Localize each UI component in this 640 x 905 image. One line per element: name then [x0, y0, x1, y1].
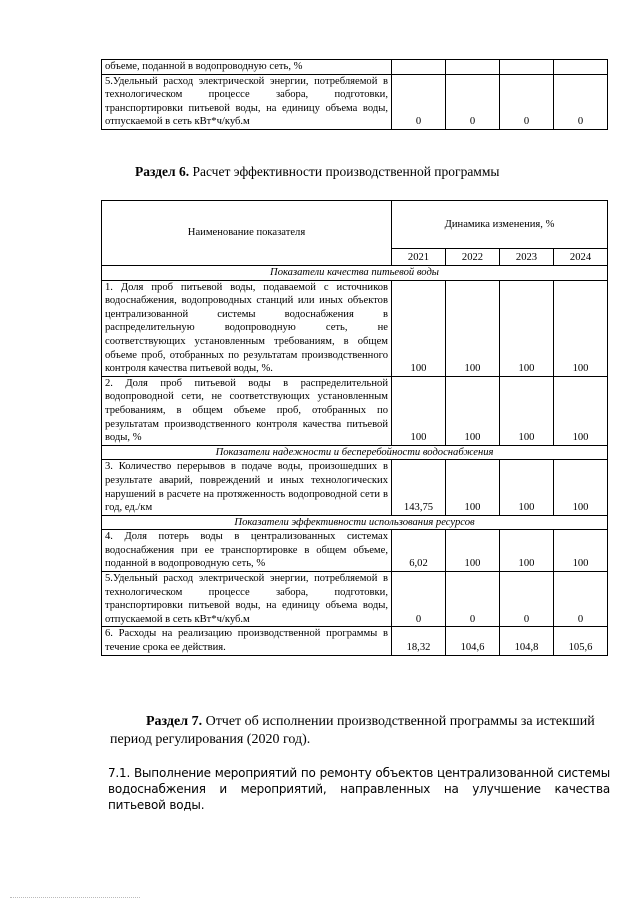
indicator-name: 2. Доля проб питьевой воды в распределительной водопроводной сети, не соответствующих установленным требованиям, в общем объеме проб, отобранных по результатам производственного контроля качества питьевой воды, % [102, 376, 392, 445]
scan-footer-mark [10, 897, 140, 902]
value-cell: 6,02 [392, 530, 446, 572]
value-cell: 0 [500, 572, 554, 627]
efficiency-table [101, 200, 608, 656]
indicator-name: 4. Доля потерь воды в централизованных системах водоснабжения при ее транспортировке в общем объеме, поданной в водопроводную сеть, % [102, 530, 392, 572]
table-row [102, 460, 608, 515]
table-header-row [102, 201, 608, 249]
value-cell: 100 [446, 530, 500, 572]
section-6-title: Расчет эффективности производственной программы [192, 164, 500, 179]
value-cell [554, 60, 608, 75]
section-6-label: Раздел 6. [135, 164, 190, 179]
value-cell [446, 60, 500, 75]
year-header: 2022 [446, 249, 500, 266]
indicator-name: 6. Расходы на реализацию производственной программы в течение срока ее действия. [102, 627, 392, 655]
group-title: Показатели эффективности использования ресурсов [102, 515, 608, 530]
column-header-dynamics: Динамика изменения, % [392, 201, 608, 249]
value-cell: 104,8 [500, 627, 554, 655]
value-cell: 143,75 [392, 460, 446, 515]
top-table [101, 59, 608, 130]
indicator-name: 1. Доля проб питьевой воды, подаваемой с источников водоснабжения, водопроводных станций или иных объектов централизованной системы водоснабжения в распределительную водопроводную сеть, не соответствующих установленным требованиям, в общем объеме проб, отобранных по результатам производственного контроля качества питьевой воды, %. [102, 280, 392, 376]
value-cell: 100 [554, 376, 608, 445]
value-cell: 100 [500, 530, 554, 572]
table-row [102, 627, 608, 655]
value-cell: 0 [392, 572, 446, 627]
value-cell: 100 [500, 376, 554, 445]
year-header: 2024 [554, 249, 608, 266]
section-7-label: Раздел 7. [146, 714, 203, 729]
value-cell: 100 [554, 280, 608, 376]
value-cell: 0 [500, 74, 554, 129]
year-header: 2023 [500, 249, 554, 266]
indicator-name: 3. Количество перерывов в подаче воды, произошедших в результате аварий, повреждений и иных технологических нарушений в расчете на протяженность водопроводной сети в год, ед./км [102, 460, 392, 515]
paragraph-7-1: 7.1. Выполнение мероприятий по ремонту объектов централизованной системы водоснабжения и мероприятий, направленных на улучшение качества питьевой воды. [108, 766, 610, 812]
value-cell: 100 [500, 460, 554, 515]
table-row [102, 572, 608, 627]
table-row [102, 280, 608, 376]
value-cell: 100 [554, 460, 608, 515]
column-header-name: Наименование показателя [102, 201, 392, 266]
value-cell: 100 [446, 460, 500, 515]
year-header: 2021 [392, 249, 446, 266]
value-cell: 0 [446, 572, 500, 627]
section-7-title-line1: Отчет об исполнении производственной программы за истекший [205, 714, 595, 729]
value-cell: 0 [392, 74, 446, 129]
group-row [102, 445, 608, 460]
value-cell: 100 [392, 280, 446, 376]
table-row [102, 60, 608, 75]
value-cell: 100 [446, 376, 500, 445]
value-cell: 0 [554, 74, 608, 129]
table-row [102, 530, 608, 572]
value-cell [500, 60, 554, 75]
value-cell: 0 [554, 572, 608, 627]
indicator-name: 5.Удельный расход электрической энергии, потребляемой в технологическом процессе забора, подготовки, транспортировки питьевой воды, на единицу объема воды, отпускаемой в сеть кВт*ч/куб.м [102, 572, 392, 627]
indicator-name: 5.Удельный расход электрической энергии, потребляемой в технологическом процессе забора, подготовки, транспортировки питьевой воды, на единицу объема воды, отпускаемой в сеть кВт*ч/куб.м [102, 74, 392, 129]
section-6-heading [135, 164, 499, 180]
value-cell: 104,6 [446, 627, 500, 655]
indicator-name: объеме, поданной в водопроводную сеть, % [102, 60, 392, 75]
value-cell: 100 [446, 280, 500, 376]
value-cell [392, 60, 446, 75]
section-7-title-line2: период регулирования (2020 год). [110, 732, 311, 747]
group-row [102, 266, 608, 281]
table-row [102, 74, 608, 129]
value-cell: 100 [554, 530, 608, 572]
group-title: Показатели качества питьевой воды [102, 266, 608, 281]
table-row [102, 376, 608, 445]
group-title: Показатели надежности и бесперебойности водоснабжения [102, 445, 608, 460]
value-cell: 0 [446, 74, 500, 129]
group-row [102, 515, 608, 530]
value-cell: 18,32 [392, 627, 446, 655]
section-7-heading [110, 713, 612, 749]
value-cell: 100 [392, 376, 446, 445]
value-cell: 100 [500, 280, 554, 376]
value-cell: 105,6 [554, 627, 608, 655]
